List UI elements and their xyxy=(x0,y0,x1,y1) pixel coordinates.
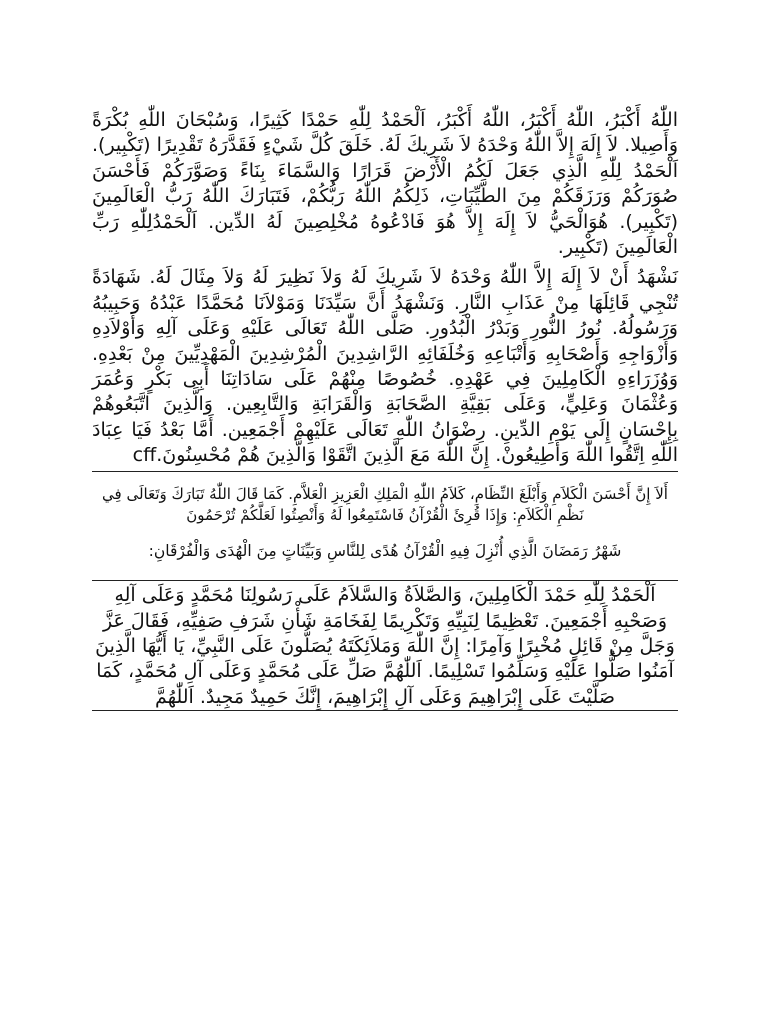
opening-takbir-section xyxy=(92,108,678,469)
shahada-paragraph: نَشْهَدُ أَنْ لاَ إِلَهَ إِلاَّ اللّٰهُ وَحْدَهُ لاَ شَرِيكَ لَهُ وَلاَ نَظِيرَ لَهُ وَلاَ مِثَالَ لَهُ. شَهَادَةً تُنْجِي قَائِلَهَا مِنْ عَذَابِ النَّارِ. وَنَشْهَدُ أَنَّ سَيِّدَنَا وَمَوْلاَنَا مُحَمَّدًا عَبْدُهُ وَحَبِيبُهُ وَرَسُولُهُ. نُورُ النُّورِ وَبَدْرُ الْبُدُورِ. صَلَّى اللّٰهُ تَعَالَى عَلَيْهِ وَعَلَى آلِهِ وَأَوْلاَدِهِ وَأَزْوَاجِهِ وَأَصْحَابِهِ وَأَتْبَاعِهِ وَخُلَفَائِهِ الرَّاشِدِينَ الْمُرْشِدِينَ الْمَهْدِيِّينَ مِنْ بَعْدِهِ. وَوُزَرَاءِهِ الْكَامِلِينَ فِي عَهْدِهِ. خُصُوصًا مِنْهُمْ عَلَى سَادَاتِنَا أَبِى بَكْرٍ وَعُمَرَ وَعُثْمَانَ وَعَلِيٍّ، وَعَلَى بَقِيَّةِ الصَّحَابَةِ وَالْقَرَابَةِ وَالتَّابِعِين. وَالَّذِينَ اتَّبَعُوهُمْ بِإِحْسَانٍ إِلَى يَوْمِ الدِّينِ. رِضْوَانُ اللّٰهِ تَعَالَى عَلَيْهِمْ أَجْمَعِين. أَمَّا بَعْدُ فَيَا عِبَادَ اللّٰهِ اِتَّقُوا اللّٰهَ وَأَطِيعُونْ. إِنَّ اللّٰهَ مَعَ الَّذِينَ اتَّقَوْا وَالَّذِينَ هُمْ مُحْسِنُونَ.cff xyxy=(92,266,678,467)
salawat-section xyxy=(92,581,678,710)
quran-quote-section xyxy=(92,472,678,579)
bottom-divider xyxy=(92,710,678,711)
ramadan-verse: شَهْرُ رَمَضَانَ الَّذِي أُنْزِلَ فِيهِ الْقُرْآنُ هُدًى لِلنَّاسِ وَبَيِّنَاتٍ مِنَ الْهُدَى وَالْفُرْقَانِ: xyxy=(148,541,622,560)
document-page xyxy=(92,108,678,711)
kalam-paragraph: أَلاَ إِنَّ أَحْسَنَ الْكَلاَمِ وَأَبْلَغَ النِّظَامِ، كَلاَمُ اللّٰهِ الْمَلِكِ الْعَزِيزِ الْعَلاَّمِ. كَمَا قَالَ اللّٰهُ تَبَارَكَ وَتَعَالَى فِي نَظْمِ الْكَلاَمِ: وَإِذَا قُرِئَ الْقُرْآنُ فَاسْتَمِعُوا لَهُ وَأَنْصِتُوا لَعَلَّكُمْ تُرْحَمُونَ xyxy=(102,484,668,525)
takbir-paragraph: اللّٰهُ أَكْبَرُ، اللّٰهُ أَكْبَرُ، اللّٰهُ أَكْبَرُ، اَلْحَمْدُ لِلّٰهِ حَمْدًا كَثِيرًا، وَسُبْحَانَ اللّٰهِ بُكْرَةً وَأَصِيلا. لاَ إِلَهَ إِلاَّ اللّٰهُ وَحْدَهُ لاَ شَرِيكَ لَهُ. خَلَقَ كُلَّ شَيْءٍ فَقَدَّرَهُ تَقْدِيرًا (تَكْبِير). اَلْحَمْدُ لِلّٰهِ الَّذِي جَعَلَ لَكُمُ الْأَرْضَ قَرَارًا وَالسَّمَاءَ بِنَاءً وَصَوَّرَكُمْ فَأَحْسَنَ صُوَرَكُمْ وَرَزَقَكُمْ مِنَ الطَّيِّبَاتِ، ذَلِكُمُ اللّٰهُ رَبُّكُمْ، فَتَبَارَكَ اللّٰهُ رَبُّ الْعَالَمِينَ (تَكْبِير). هُوَالْحَيُّ لاَ إِلَهَ إِلاَّ هُوَ فَادْعُوهُ مُخْلِصِينَ لَهُ الدِّين. اَلْحَمْدُلِلّٰهِ رَبِّ الْعَالَمِينَ (تَكْبِير. xyxy=(92,109,678,259)
salawat-paragraph: اَلْحَمْدُ لِلّٰهِ حَمْدَ الْكَامِلِينَ، وَالصَّلاَةُ وَالسَّلاَمُ عَلَى رَسُولِنَا مُحَمَّدٍ وَعَلَى آلِهِ وَصَحْبِهِ أَجْمَعِينَ. تَعْظِيمًا لِنَبِيِّهِ وَتَكْرِيمًا لِفَخَامَةِ شَأْنِ شَرَفِ صَفِيِّهِ، فَقَالَ عَزَّ وَجَلَّ مِنْ قَائِلٍ مُخْبِرًا وَآمِرًا: إِنَّ اللّٰهَ وَمَلاَئِكَتَهُ يُصَلُّونَ عَلَى النَّبِيِّ، يَا أَيُّهَا الَّذِينَ آمَنُوا صَلُّوا عَلَيْهِ وَسَلِّمُوا تَسْلِيمًا. اَللّٰهُمَّ صَلِّ عَلَى مُحَمَّدٍ وَعَلَى آلِ مُحَمَّدٍ، كَمَا صَلَّيْتَ عَلَى إِبْرَاهِيمَ وَعَلَى آلِ إِبْرَاهِيمَ، إِنَّكَ حَمِيدٌ مَجِيدٌ. اَللّٰهُمَّ xyxy=(95,584,675,708)
